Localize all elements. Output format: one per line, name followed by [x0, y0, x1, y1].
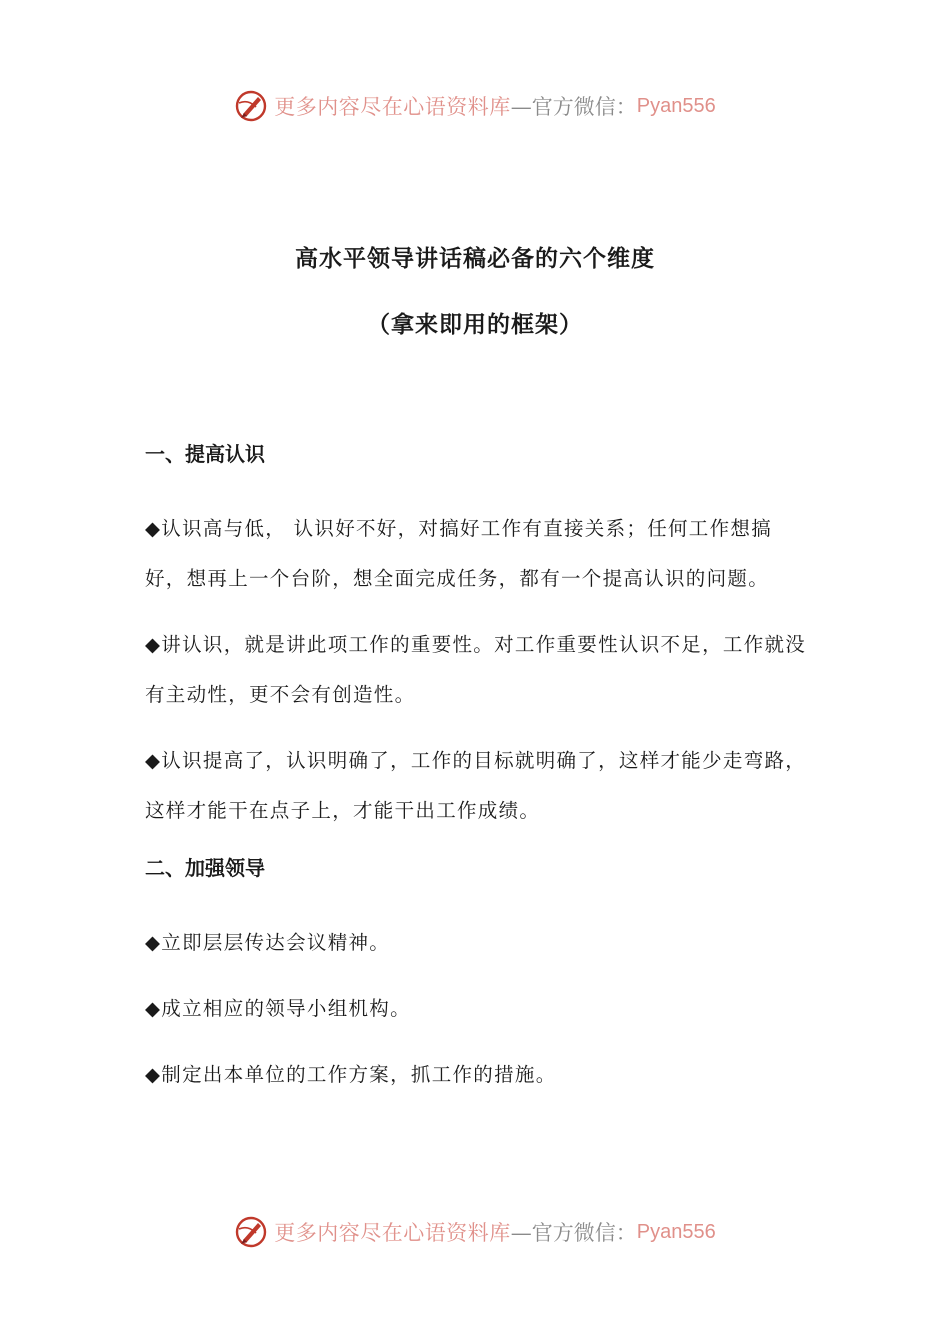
bullet-paragraph: ◆制定出本单位的工作方案，抓工作的措施。	[145, 1063, 557, 1086]
watermark-handle: Pyan556	[636, 94, 716, 117]
section-heading: 一、提高认识	[145, 442, 265, 466]
watermark-brand: 更多内容尽在心语资料库	[274, 1221, 511, 1245]
pen-logo-icon	[234, 1215, 268, 1249]
bullet-paragraph: ◆讲认识，就是讲此项工作的重要性。对工作重要性认识不足，工作就没有主动性，更不会有创造性。	[145, 633, 807, 706]
watermark-separator: —官方微信：	[510, 95, 637, 119]
bullet-paragraph: ◆立即层层传达会议精神。	[145, 931, 391, 954]
bullet-paragraph: ◆认识提高了，认识明确了，工作的目标就明确了，这样才能少走弯路，这样才能干在点子上，才能干出工作成绩。	[145, 749, 807, 822]
bullet-paragraph: ◆成立相应的领导小组机构。	[145, 997, 411, 1020]
watermark-banner-top	[0, 86, 950, 126]
watermark-banner-bottom	[0, 1212, 950, 1252]
page-title: 高水平领导讲话稿必备的六个维度	[295, 245, 655, 272]
section-heading: 二、加强领导	[145, 856, 265, 880]
page-subtitle: （拿来即用的框架）	[367, 311, 583, 338]
bullet-paragraph: ◆认识高与低， 认识好不好，对搞好工作有直接关系；任何工作想搞好，想再上一个台阶，想全面完成任务，都有一个提高认识的问题。	[145, 517, 772, 590]
pen-logo-icon	[234, 89, 268, 123]
watermark-separator: —官方微信：	[510, 1221, 637, 1245]
watermark-brand: 更多内容尽在心语资料库	[274, 95, 511, 119]
document-body	[145, 438, 810, 1100]
watermark-handle: Pyan556	[636, 1220, 716, 1243]
